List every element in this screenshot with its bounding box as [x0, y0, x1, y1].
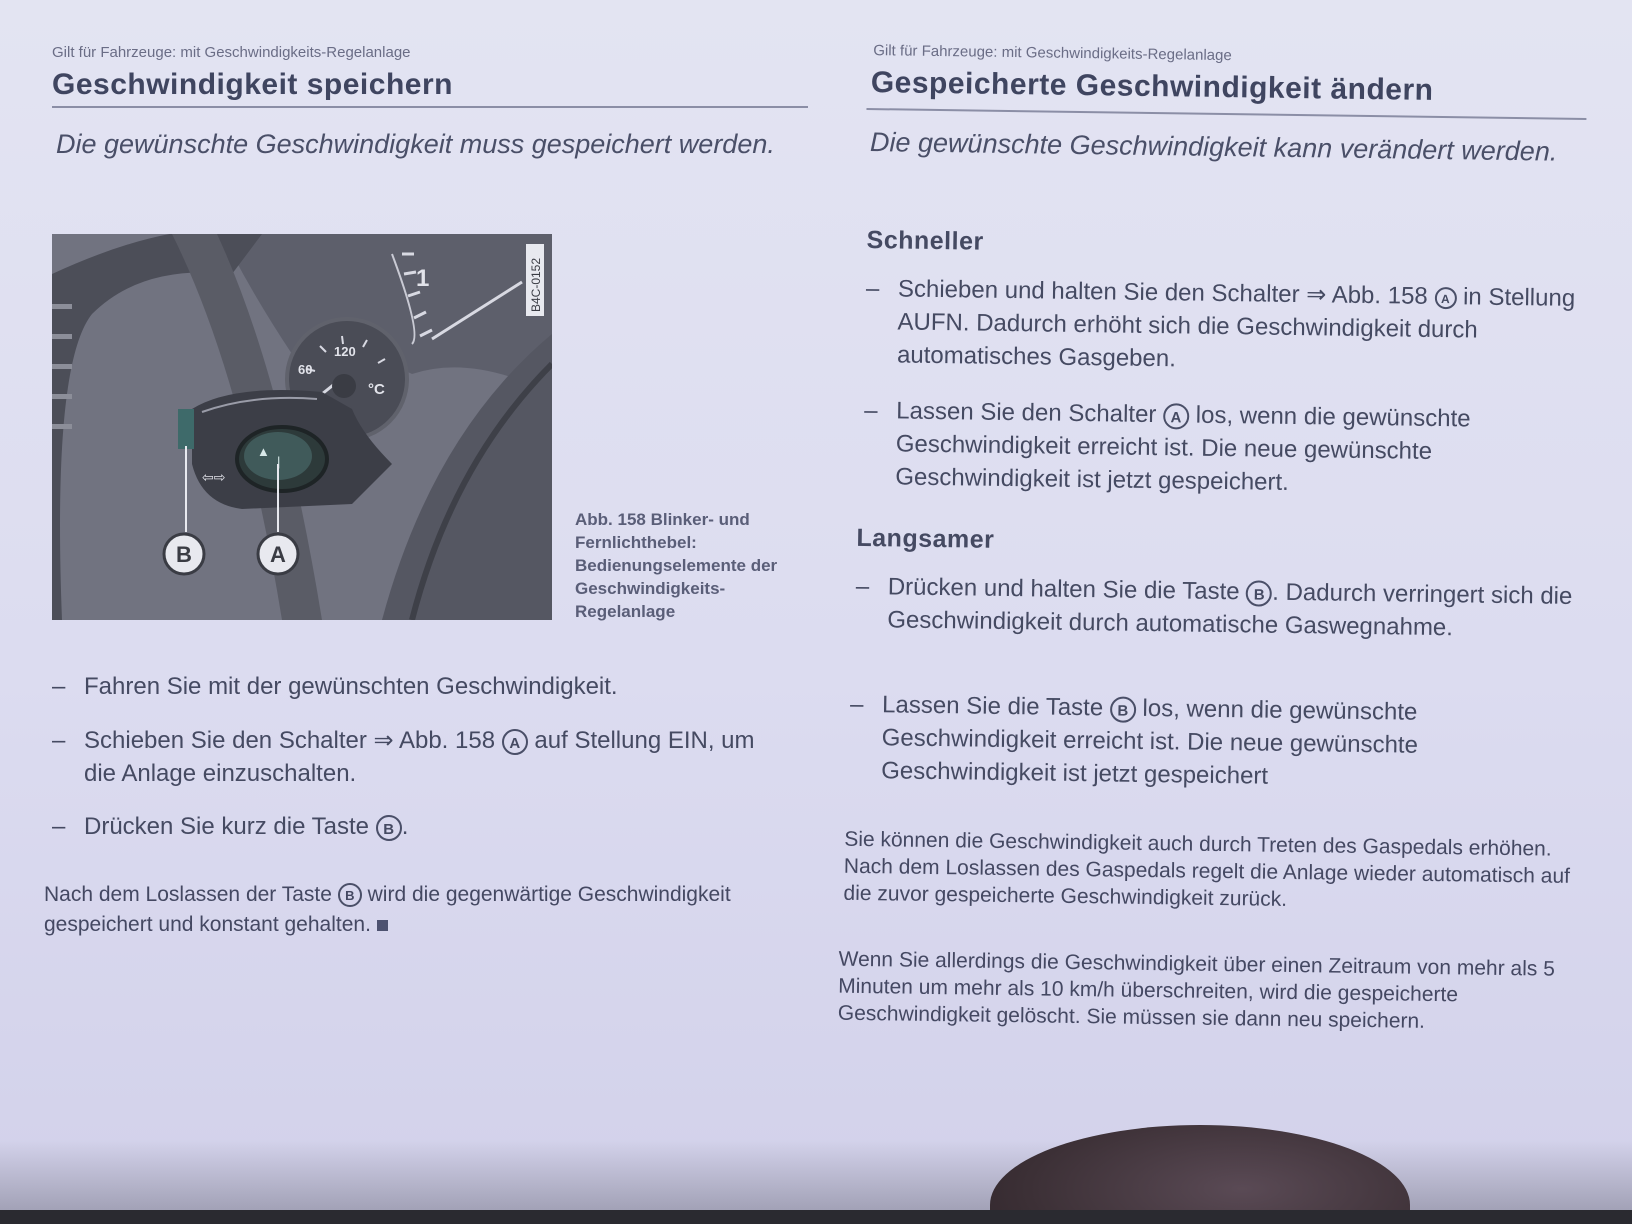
- right-slower-step-2: – Lassen Sie die Taste B los, wenn die gewünschte Geschwindigkeit erreicht ist. Die neue gewünschte Geschwindigkeit ist jetzt gespeichert: [849, 690, 1419, 790]
- svg-text:|: |: [277, 454, 281, 469]
- section-title-right: Gespeicherte Geschwindigkeit ändern: [870, 66, 1434, 107]
- right-slower-step-1: – Drücken und halten Sie die Taste B . Dadurch verringert sich die Geschwindigkeit durch automatische Gaswegnahme.: [855, 572, 1573, 642]
- intro-left: Die gewünschte Geschwindigkeit muss gespeichert werden.: [56, 129, 775, 159]
- steering-lever-illustration: [52, 234, 552, 620]
- left-note-text-a: Nach dem Loslassen der Taste: [44, 883, 332, 906]
- faster-step-2-text-b: los, wenn die gewünschte Geschwindigkeit erreicht ist. Die neue gewünschte Geschwindigkeit ist jetzt gespeichert.: [895, 401, 1471, 496]
- ref-circle-b: B: [376, 815, 402, 841]
- left-step-2: – Schieben Sie den Schalter ⇒ Abb. 158 A auf Stellung EIN, um die Anlage einzuschalten.: [52, 727, 755, 787]
- gauge-label-celsius: °C: [368, 381, 385, 398]
- thumb-shadow: [990, 1125, 1410, 1210]
- right-faster-step-1: – Schieben und halten Sie den Schalter ⇒ Abb. 158 A in Stellung AUFN. Dadurch erhöht sich die Geschwindigkeit durch automatisches Gasgeben.: [865, 275, 1576, 373]
- section-title-left: Geschwindigkeit speichern: [52, 68, 453, 101]
- heading-slower: Langsamer: [856, 523, 995, 554]
- validity-note-right: Gilt für Fahrzeuge: mit Geschwindigkeits-Regelanlage: [873, 42, 1232, 65]
- ref-circle-b: B: [1110, 696, 1136, 722]
- slower-step-2-text-b: los, wenn die gewünschte Geschwindigkeit erreicht ist. Die neue gewünschte Geschwindigkeit ist jetzt gespeichert: [881, 694, 1419, 790]
- left-step-3-text-a: Drücken Sie kurz die Taste: [84, 813, 370, 840]
- left-note-text-b: wird die gegenwärtige Geschwindigkeit gespeichert und konstant gehalten.: [44, 883, 731, 936]
- intro-right: Die gewünschte Geschwindigkeit kann verändert werden.: [869, 127, 1558, 167]
- ref-circle-a: A: [1163, 403, 1189, 429]
- slower-step-1-text-b: . Dadurch verringert sich die Geschwindigkeit durch automatische Gaswegnahme.: [887, 578, 1573, 642]
- right-paragraph-1: Sie können die Geschwindigkeit auch durch Treten des Gaspedals erhöhen. Nach dem Loslassen des Gaspedals regelt die Anlage wieder automatisch auf die zuvor gespeicherte Geschwindigkeit zurück.: [843, 827, 1571, 911]
- figure-caption: Abb. 158 Blinker- und Fernlichthebel: Bedienungselemente der Geschwindigkeits-Regelanlage: [575, 510, 778, 621]
- right-faster-step-2: – Lassen Sie den Schalter A los, wenn die gewünschte Geschwindigkeit erreicht ist. Die neue gewünschte Geschwindigkeit ist jetzt gespeichert.: [864, 396, 1471, 496]
- slower-step-2-text-a: Lassen Sie die Taste: [881, 691, 1104, 722]
- validity-note-left: Gilt für Fahrzeuge: mit Geschwindigkeits-Regelanlage: [52, 44, 411, 61]
- slower-step-1-text-a: Drücken und halten Sie die Taste: [887, 573, 1240, 606]
- ref-circle-b: B: [1246, 580, 1272, 606]
- tacho-label-1: 1: [416, 265, 430, 292]
- title-rule-left: [52, 106, 808, 108]
- faster-step-2-text-a: Lassen Sie den Schalter: [896, 397, 1157, 429]
- faster-step-1-text-a: Schieben und halten Sie den Schalter ⇒ Abb. 158: [897, 275, 1428, 310]
- callout-b: B: [176, 542, 192, 567]
- figure-code: B4C-0152: [529, 257, 543, 312]
- ref-circle-b-note: B: [338, 883, 362, 907]
- faster-step-1-text-b: in Stellung AUFN. Dadurch erhöht sich die Geschwindigkeit durch automatisches Gasgeben.: [896, 283, 1576, 373]
- figure-steering-lever: [52, 234, 552, 620]
- ref-circle-a: A: [502, 729, 528, 755]
- svg-text:▲: ▲: [257, 444, 270, 459]
- left-step-3: – Drücken Sie kurz die Taste B .: [52, 813, 409, 840]
- gauge-label-60: 60: [298, 362, 313, 377]
- callout-a: A: [270, 542, 286, 567]
- heading-faster: Schneller: [866, 226, 984, 256]
- left-step-2-text-b: auf Stellung EIN, um die Anlage einzuschalten.: [84, 727, 755, 787]
- left-step-3-text-b: .: [401, 813, 409, 840]
- title-rule-right: [866, 108, 1586, 120]
- left-step-2-text-a: Schieben Sie den Schalter ⇒ Abb. 158: [84, 727, 496, 754]
- right-column: [837, 0, 1608, 1033]
- right-paragraph-2: Wenn Sie allerdings die Geschwindigkeit über einen Zeitraum von mehr als 5 Minuten um mehr als 10 km/h überschreiten, wird die gespeicherte Geschwindigkeit gelöscht. Sie müssen sie dann neu speichern.: [837, 947, 1556, 1033]
- left-note: [44, 880, 804, 940]
- ref-circle-a: A: [1434, 287, 1456, 309]
- svg-text:⇦⇨: ⇦⇨: [202, 469, 226, 485]
- gauge-label-120: 120: [334, 344, 356, 359]
- end-of-section-mark: [377, 920, 388, 931]
- left-step-1: – Fahren Sie mit der gewünschten Geschwindigkeit.: [52, 670, 792, 703]
- left-step-1-text: Fahren Sie mit der gewünschten Geschwindigkeit.: [84, 673, 618, 700]
